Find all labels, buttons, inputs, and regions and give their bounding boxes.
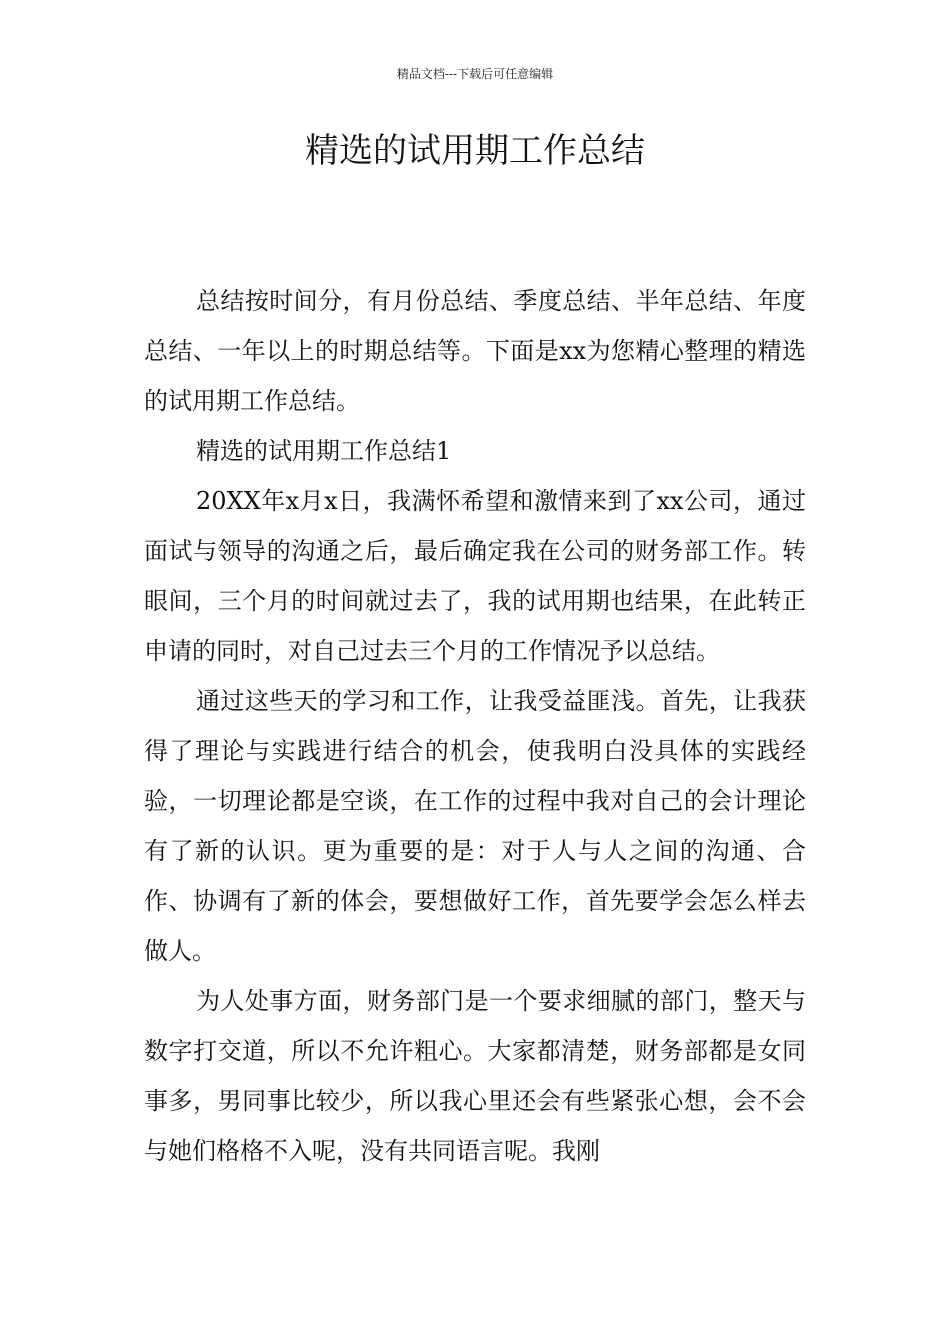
paragraph: 为人处事方面，财务部门是一个要求细腻的部门，整天与数字打交道，所以不允许粗心。大家都清楚，财务部都是女同事多，男同事比较少，所以我心里还会有些紧张心想，会不会与她们格格不入呢，没有共同语言呢。我刚 xyxy=(144,987,806,1165)
paragraph: 20XX年x月x日，我满怀希望和激情来到了xx公司，通过面试与领导的沟通之后，最后确定我在公司的财务部工作。转眼间，三个月的时间就过去了，我的试用期也结果，在此转正申请的同时，对自己过去三个月的工作情况予以总结。 xyxy=(144,487,806,665)
header-note: 精品文档---下载后可任意编辑 xyxy=(396,67,554,81)
document-body xyxy=(144,276,806,1176)
section-heading: 精选的试用期工作总结1 xyxy=(196,437,452,465)
document-title: 精选的试用期工作总结 xyxy=(305,131,645,171)
paragraph-intro: 总结按时间分，有月份总结、季度总结、半年总结、年度总结、一年以上的时期总结等。下面是xx为您精心整理的精选的试用期工作总结。 xyxy=(144,287,806,415)
paragraph: 通过这些天的学习和工作，让我受益匪浅。首先，让我获得了理论与实践进行结合的机会，使我明白没具体的实践经验，一切理论都是空谈，在工作的过程中我对自己的会计理论有了新的认识。更为重要的是：对于人与人之间的沟通、合作、协调有了新的体会，要想做好工作，首先要学会怎么样去做人。 xyxy=(144,687,806,965)
